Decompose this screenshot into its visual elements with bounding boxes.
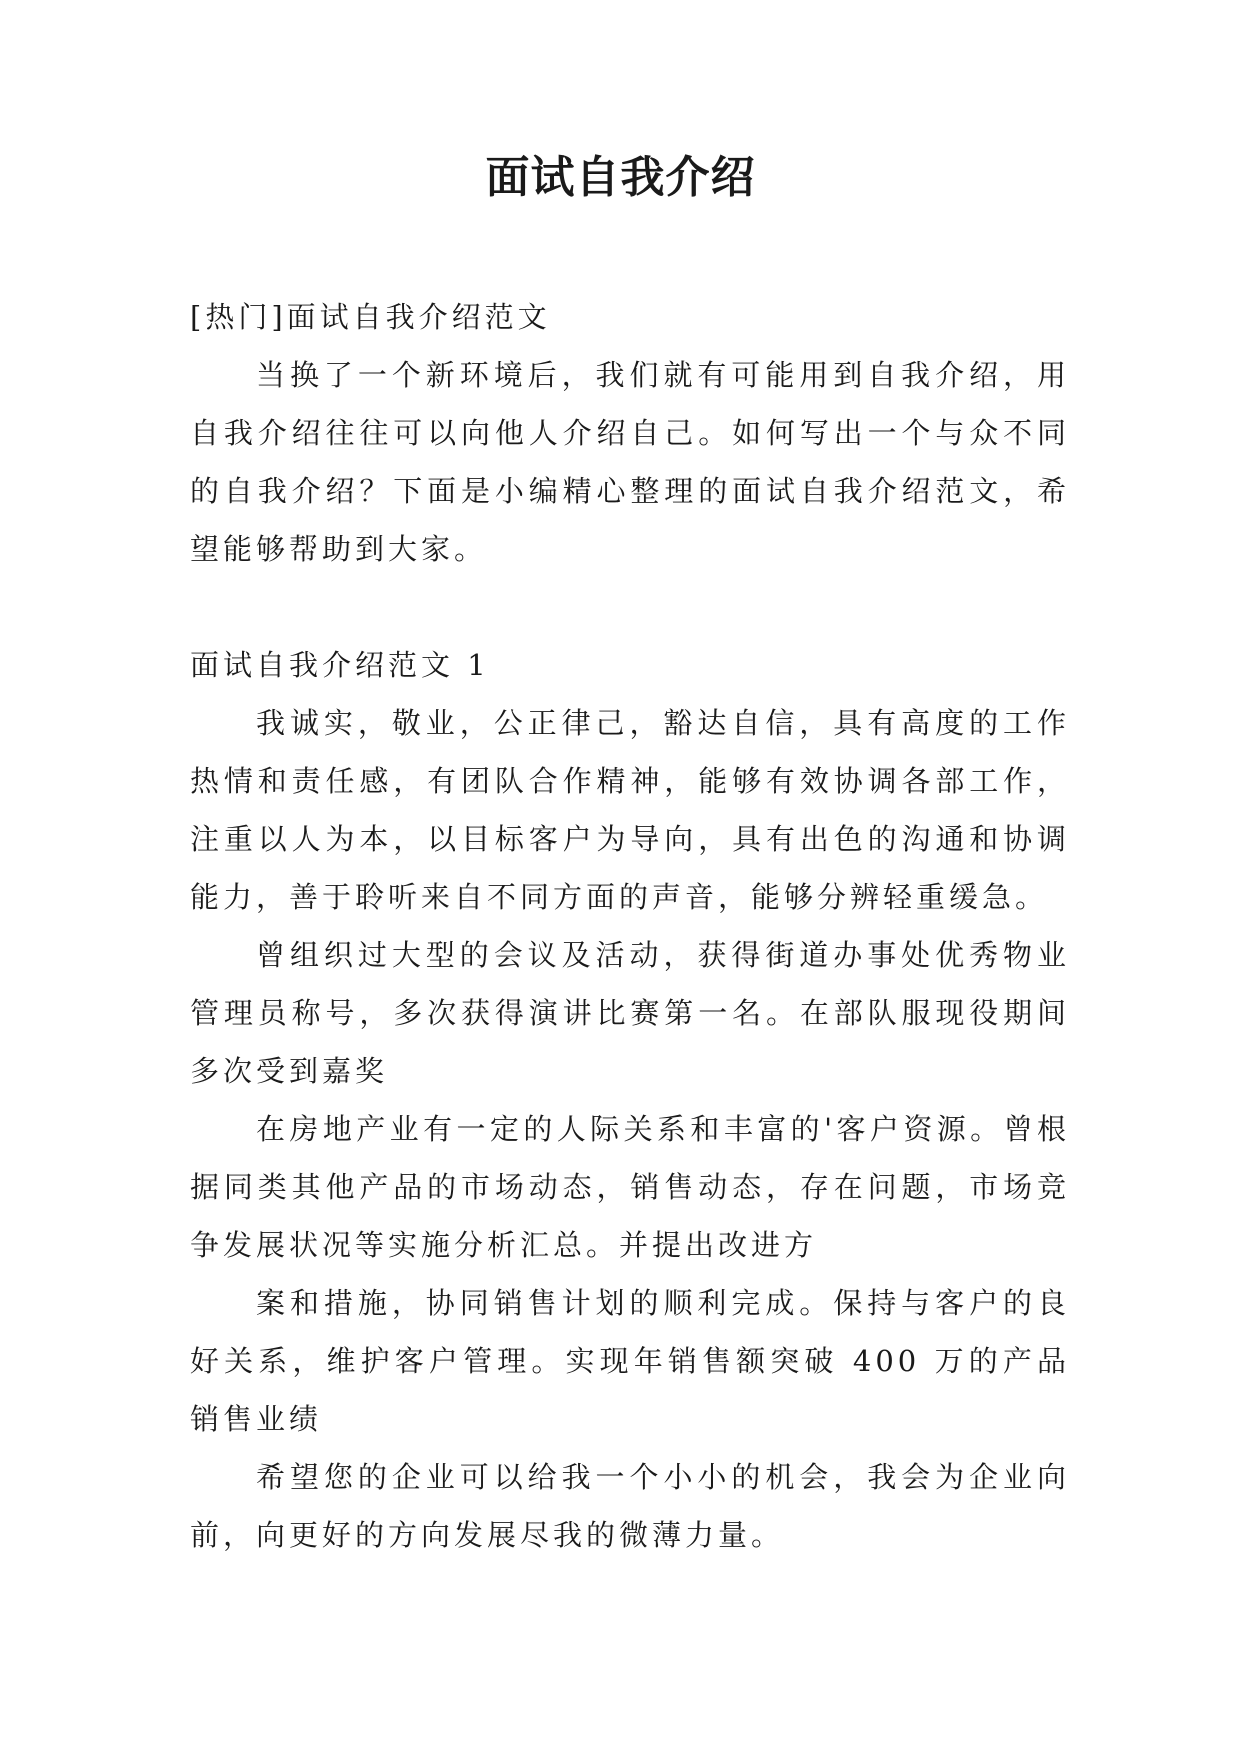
body-paragraph: 希望您的企业可以给我一个小小的机会，我会为企业向前，向更好的方向发展尽我的微薄力量。 — [190, 1460, 1070, 1552]
document-subtitle: [热门]面试自我介绍范文 — [190, 300, 551, 334]
body-paragraph: 在房地产业有一定的人际关系和丰富的'客户资源。曾根据同类其他产品的市场动态，销售动态，存在问题，市场竞争发展状况等实施分析汇总。并提出改进方 — [190, 1112, 1070, 1262]
page-title: 面试自我介绍 — [485, 152, 756, 203]
paragraph-gap — [190, 578, 1070, 636]
body-paragraph: 我诚实，敬业，公正律己，豁达自信，具有高度的工作热情和责任感，有团队合作精神，能够有效协调各部工作，注重以人为本，以目标客户为导向，具有出色的沟通和协调能力，善于聆听来自不同方面的声音，能够分辨轻重缓急。 — [190, 706, 1070, 914]
body-paragraph: 案和措施，协同销售计划的顺利完成。保持与客户的良好关系，维护客户管理。实现年销售额突破 400 万的产品销售业绩 — [190, 1286, 1070, 1436]
body-paragraph: 曾组织过大型的会议及活动，获得街道办事处优秀物业管理员称号，多次获得演讲比赛第一名。在部队服现役期间多次受到嘉奖 — [190, 938, 1070, 1088]
document-body — [190, 288, 1070, 1564]
section-heading: 面试自我介绍范文 1 — [190, 648, 490, 682]
intro-paragraph: 当换了一个新环境后，我们就有可能用到自我介绍，用自我介绍往往可以向他人介绍自己。如何写出一个与众不同的自我介绍？下面是小编精心整理的面试自我介绍范文，希望能够帮助到大家。 — [190, 358, 1070, 566]
